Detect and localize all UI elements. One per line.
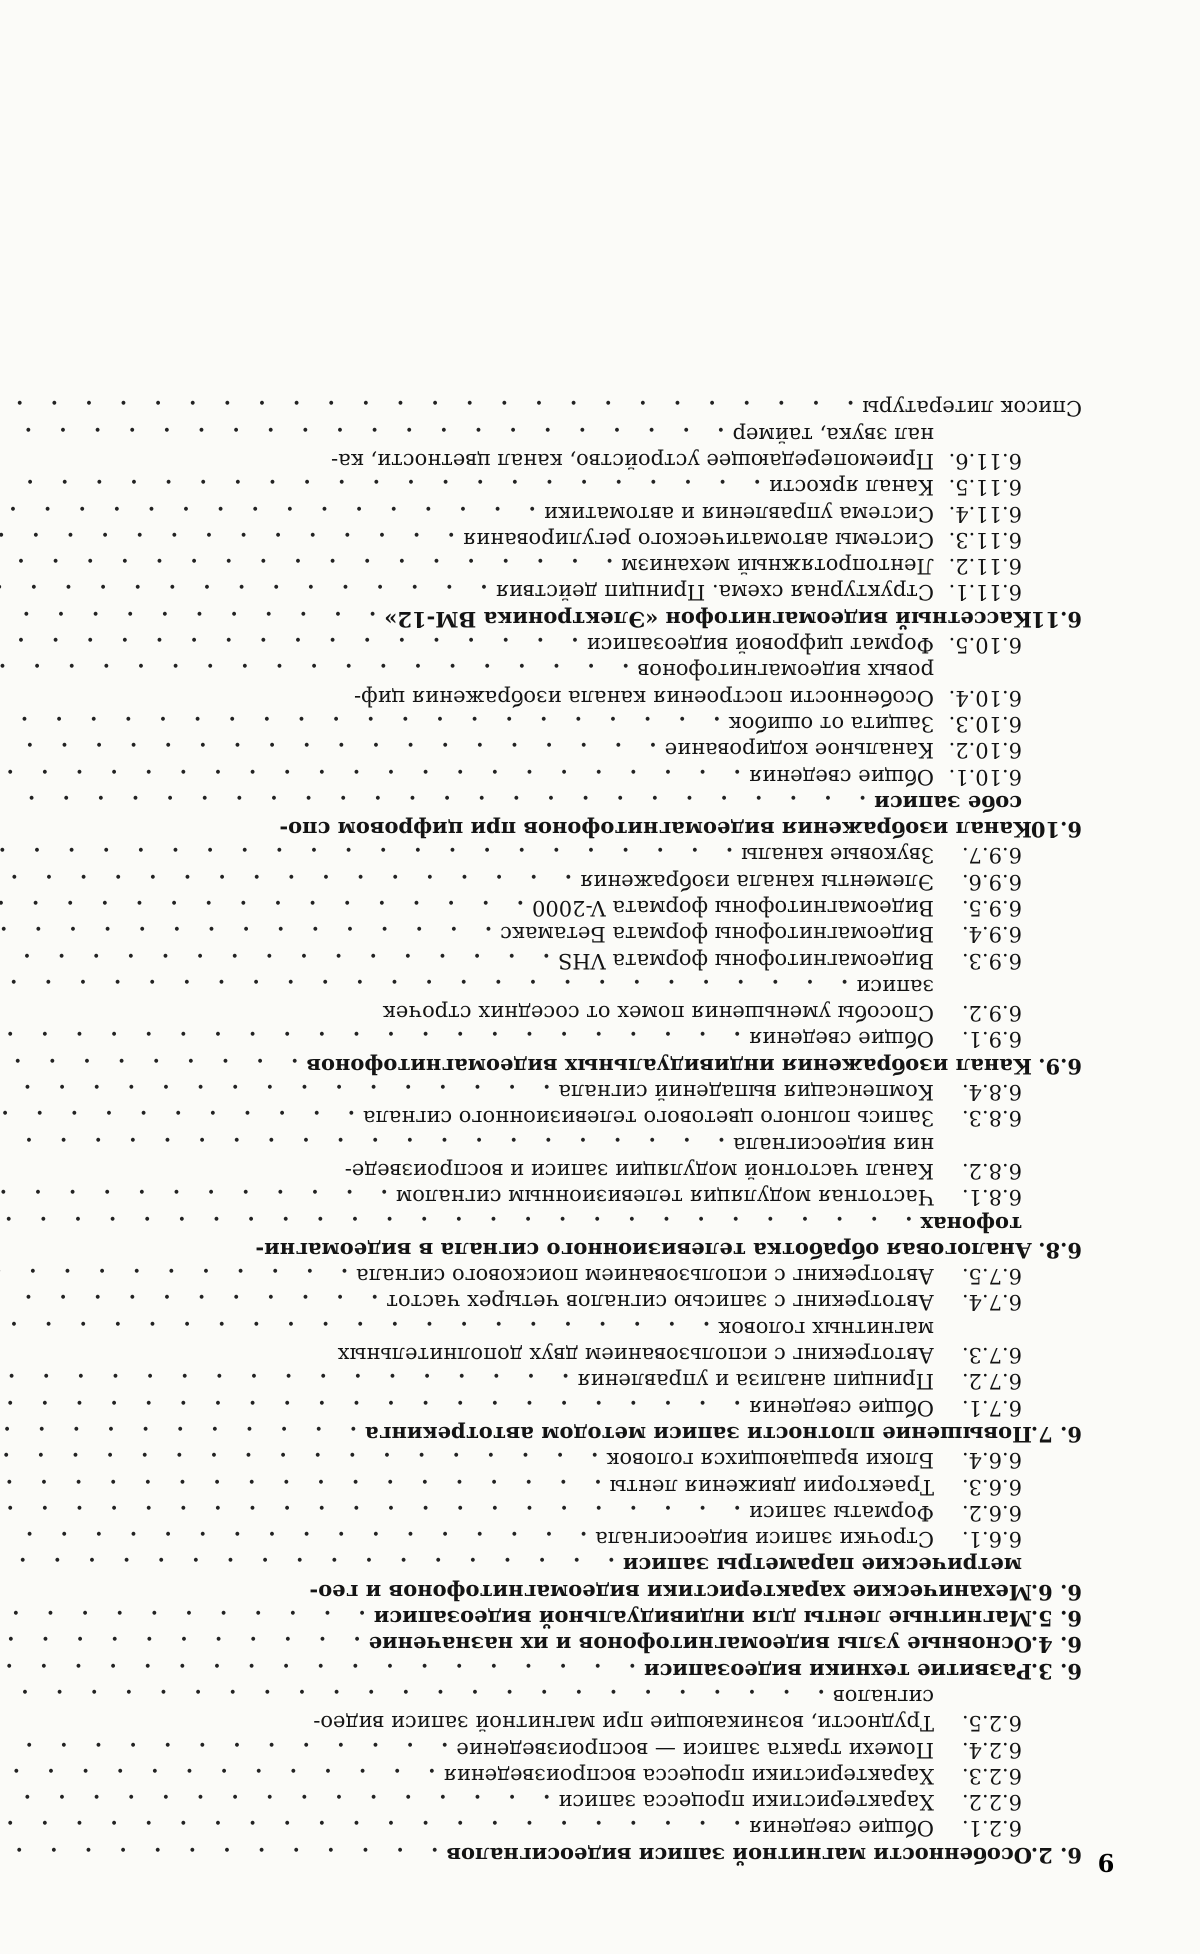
- dot-leader: . . . . . . . . . . . . . .: [0, 579, 488, 605]
- dot-leader: . . . . . . . . . . . . . . . . . . . . . . . . .: [0, 790, 866, 816]
- toc-entry-title: Характеристики процесса воспроизведения: [443, 1763, 934, 1789]
- dot-leader: . . . . . . . . . . . . . . . . .: [0, 1474, 602, 1500]
- toc-entry-number: 6.8.2.: [934, 1158, 1082, 1184]
- toc-entry: [82, 1526, 1082, 1552]
- toc-entry-title: метрические параметры записи: [623, 1552, 1082, 1578]
- toc-entry: [82, 1789, 1082, 1815]
- dot-leader: . . . . . . . . . . . . . . . .: [0, 948, 550, 974]
- toc-entry-title: Общие сведения: [749, 1815, 934, 1841]
- toc-entry: [82, 474, 1082, 500]
- dot-leader: . . . . . . . . . . .: [0, 1184, 388, 1210]
- toc-entry: [82, 1447, 1082, 1473]
- toc-entry: [82, 1263, 1082, 1289]
- dot-leader: . . . . . . . . . . . . . . . . . . . . .: [0, 711, 721, 737]
- toc-entry: [82, 1132, 1082, 1158]
- toc-entry-title: Список литературы: [862, 395, 1082, 421]
- dot-leader: . . . . . . . . . . . . . . . . . .: [0, 658, 629, 684]
- dot-leader: . . . . . . . . . . . . . . . . . . . . .: [0, 1500, 741, 1526]
- toc-entry-number: 6.6.1.: [934, 1526, 1082, 1552]
- toc-entry: [82, 974, 1082, 1000]
- page-number: 9: [1086, 1848, 1126, 1877]
- dot-leader: . . . . . . . . . . .: [0, 1289, 378, 1315]
- toc-entry: [82, 1158, 1082, 1184]
- toc-entry-number: 6.11.3.: [934, 527, 1082, 553]
- toc-entry: [82, 1316, 1082, 1342]
- toc-entry: [82, 1658, 1082, 1684]
- toc-entry-number: 6.9.5.: [934, 895, 1082, 921]
- dot-leader: . . . . . . . . . . . . . . . . .: [0, 1526, 587, 1552]
- dot-leader: . . . . . . . . . . . . . . . .: [0, 1789, 550, 1815]
- toc-entry-title: Частотная модуляция телевизионным сигналом: [396, 1184, 934, 1210]
- toc-entry-number: 6.9.1.: [934, 1027, 1082, 1053]
- dot-leader: . . . . . . . . . . .: [0, 1605, 366, 1631]
- toc-entry: [82, 790, 1082, 816]
- toc-entry-title: нал звука, таймер: [733, 422, 1083, 448]
- dot-leader: . . . . . . . . . . . . . . . . . . .: [0, 737, 657, 763]
- toc-entry-number: 6. 2.: [1032, 1842, 1082, 1868]
- toc-entry: [82, 1579, 1082, 1605]
- toc-entry: [82, 1000, 1082, 1026]
- toc-entry-title: Канал частотной модуляции записи и воспроизведе-: [345, 1158, 934, 1184]
- toc-entry-title: Автотрекинг с использованием поискового сигнала: [356, 1263, 934, 1289]
- toc-entry-title: Автотрекинг с записью сигналов четырех частот: [386, 1289, 934, 1315]
- toc-entry: [82, 1815, 1082, 1841]
- toc-entry-number: 6.10.5.: [934, 632, 1082, 658]
- toc-entry-number: 6.2.5.: [934, 1710, 1082, 1736]
- toc-entry: [82, 816, 1082, 842]
- toc-entry: [82, 1842, 1082, 1868]
- toc-entry: [82, 1105, 1082, 1131]
- toc-entry: [82, 921, 1082, 947]
- toc-entry-number: 6.9.4.: [934, 921, 1082, 947]
- toc-entry-title: Кассетный видеомагнитофон «Электроника ВМ-12»: [384, 606, 1032, 632]
- dot-leader: . . . . . . . . . . . . . . . . . . . . .: [0, 1316, 710, 1342]
- toc-entry-title: собе записи: [874, 790, 1082, 816]
- toc-entry-title: Защита от ошибок: [729, 711, 934, 737]
- toc-entry: [82, 1342, 1082, 1368]
- dot-leader: . . . . . . . . . .: [0, 1421, 357, 1447]
- toc-entry-title: магнитных головок: [718, 1316, 1082, 1342]
- toc-entry: [82, 685, 1082, 711]
- toc-entry-number: 6.8.1.: [934, 1184, 1082, 1210]
- toc-entry: [82, 1027, 1082, 1053]
- dot-leader: . . . . . . . . . . . . .: [0, 1737, 448, 1763]
- toc-entry-number: 6.11.1.: [934, 579, 1082, 605]
- toc-entry-number: 6.6.3.: [934, 1474, 1082, 1500]
- toc-entry-number: 6.9.: [1032, 1053, 1082, 1079]
- toc-entry: [82, 895, 1082, 921]
- toc-entry: [82, 579, 1082, 605]
- toc-entry: [82, 553, 1082, 579]
- toc-entry-title: Канал яркости: [769, 474, 934, 500]
- toc-entry: [82, 448, 1082, 474]
- toc-entry: [82, 1684, 1082, 1710]
- dot-leader: . . . . . . . . . .: [0, 1263, 348, 1289]
- toc-entry: [82, 842, 1082, 868]
- toc-entry-number: 6. 7.: [1032, 1421, 1082, 1447]
- toc-entry-number: 6.8.4.: [934, 1079, 1082, 1105]
- toc-entry: [82, 1079, 1082, 1105]
- toc-entry-title: Блоки вращающихся головок: [606, 1447, 934, 1473]
- toc-entry-title: Приемопередающее устройство, канал цветности, ка-: [331, 448, 934, 474]
- toc-entry-number: 6.8.: [1032, 1237, 1082, 1263]
- toc-entry-title: Видеомагнитофоны формата VHS: [558, 948, 934, 974]
- toc-entry-number: 6. 6.: [1032, 1579, 1082, 1605]
- dot-leader: . . . . . . . . . . . . . . . . . .: [0, 1658, 636, 1684]
- dot-leader: . . . . . . . . . . .: [0, 606, 376, 632]
- toc-entry-number: 6.9.6.: [934, 869, 1082, 895]
- toc-entry-number: 6.11.: [1032, 606, 1082, 632]
- toc-entry-title: ния видеосигнала: [733, 1132, 1082, 1158]
- toc-entry-title: Особенности построения канала изображения циф-: [354, 685, 934, 711]
- toc-entry-title: Повышение плотности записи методом автотрекинга: [365, 1421, 1032, 1447]
- toc-entry-title: тофонах: [921, 1211, 1082, 1237]
- toc-entry-number: 6.2.3.: [934, 1763, 1082, 1789]
- toc-entry: [82, 1474, 1082, 1500]
- toc-entry-number: 6. 5.: [1032, 1605, 1082, 1631]
- toc-entry: [82, 1184, 1082, 1210]
- toc-entry: [82, 632, 1082, 658]
- toc-entry: [82, 737, 1082, 763]
- toc-entry-number: 6. 3.: [1032, 1658, 1082, 1684]
- toc-entry: [82, 1053, 1082, 1079]
- dot-leader: . . . . . . . . . . . . . . . .: [0, 1079, 550, 1105]
- toc-entry-number: 6.7.1.: [934, 1395, 1082, 1421]
- toc-entry-title: записи: [856, 974, 1082, 1000]
- toc-entry-title: Помехи тракта записи — воспроизведение: [456, 1737, 934, 1763]
- toc-entry: [82, 1237, 1082, 1263]
- toc-entry-title: Видеомагнитофоны формата V-2000: [532, 895, 934, 921]
- toc-entry: [82, 711, 1082, 737]
- toc-entry-number: 6.11.2.: [934, 553, 1082, 579]
- toc-entry: [82, 1368, 1082, 1394]
- toc-entry-title: Аналоговая обработка телевизионного сигнала в видеомагни-: [255, 1237, 1032, 1263]
- toc-entry-number: 6.10.4.: [934, 685, 1082, 711]
- dot-leader: . . . . . . . . . . . . . . . . . . . . . . . . . .: [0, 1211, 913, 1237]
- dot-leader: . . . . . . . . . . . . . . . . . . . . . . . . .: [0, 974, 848, 1000]
- dot-leader: . . . . . . . . . .: [0, 1631, 361, 1657]
- toc-entry-number: 6.11.5.: [934, 474, 1082, 500]
- toc-entry-number: 6.11.6.: [934, 448, 1082, 474]
- dot-leader: . . . . . . . . . . . . . . . . . . . . . . . . .: [0, 395, 854, 421]
- toc-entry-title: Способы уменьшения помех от соседних строчек: [383, 1000, 934, 1026]
- dot-leader: . . . . . . . . . . . . . . . . . . . . .: [0, 1395, 741, 1421]
- toc-entry-title: Запись полного цветового телевизионного сигнала: [363, 1105, 934, 1131]
- toc-entry-title: Канальное кодирование: [665, 737, 934, 763]
- dot-leader: . . . . . . . . . . . . . . .: [0, 895, 524, 921]
- toc-entry-number: 6.9.7.: [934, 842, 1082, 868]
- toc-entry-title: Характеристики процесса записи: [558, 1789, 934, 1815]
- toc-entry-number: 6.7.4.: [934, 1289, 1082, 1315]
- toc-entry: [82, 869, 1082, 895]
- dot-leader: . . . . . . . . . . . . . . . . . . . . . . . .: [0, 1684, 825, 1710]
- scanned-page: [0, 0, 1200, 1954]
- toc-entry-title: Общие сведения: [749, 1027, 934, 1053]
- toc-entry-title: Принцип анализа и управления: [577, 1368, 934, 1394]
- toc-entry-title: Компенсация выпадений сигнала: [558, 1079, 934, 1105]
- dot-leader: . . . . . . . . . . . . .: [0, 527, 455, 553]
- toc-entry: [82, 422, 1082, 448]
- toc-entry: [82, 1737, 1082, 1763]
- toc-entry-number: 6.7.2.: [934, 1368, 1082, 1394]
- toc-entry-title: Системы автоматического регулирования: [463, 527, 934, 553]
- dot-leader: . . . . . . . . . . . . . . . . .: [0, 632, 579, 658]
- toc-entry-title: Развитие техники видеозаписи: [644, 1658, 1032, 1684]
- toc-entry-number: 6.10.3.: [934, 711, 1082, 737]
- toc-entry-title: Лентопротяжный механизм: [621, 553, 934, 579]
- toc-entry-title: Трудности, возникающие при магнитной записи видео-: [313, 1710, 934, 1736]
- toc-entry: [82, 1631, 1082, 1657]
- toc-entry-title: Видеомагнитофоны формата Бетамакс: [500, 921, 934, 947]
- dot-leader: . . . . . . . . . . . . .: [0, 1763, 435, 1789]
- rotated-sheet: [0, 0, 1200, 1954]
- toc-entry-number: 6.11.4.: [934, 501, 1082, 527]
- toc-entry-title: Автотрекинг с использованием двух дополнительных: [338, 1342, 934, 1368]
- toc-entry-number: 6.2.2.: [934, 1789, 1082, 1815]
- dot-leader: . . . . . . . . . . . . . . . . . . . . .: [0, 842, 733, 868]
- toc-entry: [82, 1605, 1082, 1631]
- toc-entry: [82, 395, 1082, 421]
- toc-entry-title: Форматы записи: [749, 1500, 934, 1526]
- toc-entry: [82, 1500, 1082, 1526]
- toc-entry-title: Элементы канала изображения: [580, 869, 934, 895]
- toc-entry-title: Общие сведения: [749, 1395, 934, 1421]
- toc-entry-number: 6.2.4.: [934, 1737, 1082, 1763]
- toc-entry-title: ровых видеомагнитофонов: [637, 658, 1082, 684]
- toc-entry: [82, 658, 1082, 684]
- toc-entry-number: 6.6.4.: [934, 1447, 1082, 1473]
- dot-leader: . . . . . . . . . . . . . . . . . . . . .: [0, 422, 725, 448]
- toc-entry: [82, 1395, 1082, 1421]
- dot-leader: . . . . . . . . . . . . . . . . . . . . .: [0, 1132, 725, 1158]
- dot-leader: . . . . . . . . . . . . . . . . .: [0, 1447, 598, 1473]
- toc-entry: [82, 1552, 1082, 1578]
- toc-entry-title: Система управления и автоматики: [544, 501, 934, 527]
- toc-entry: [82, 527, 1082, 553]
- toc-entry-number: 6.10.1.: [934, 764, 1082, 790]
- toc-entry-number: 6.10.2.: [934, 737, 1082, 763]
- toc-entry-number: 6.7.5.: [934, 1263, 1082, 1289]
- toc-entry: [82, 764, 1082, 790]
- table-of-contents: [82, 395, 1082, 1868]
- dot-leader: . . . . . . . . . . . . . . . . . .: [0, 1552, 615, 1578]
- dot-leader: . . . . . . . . . . . . . . . . . .: [0, 553, 613, 579]
- toc-entry-number: 6.7.3.: [934, 1342, 1082, 1368]
- toc-entry-title: Звуковые каналы: [741, 842, 934, 868]
- dot-leader: . . . . . . . . .: [0, 1053, 298, 1079]
- toc-entry: [82, 501, 1082, 527]
- toc-entry-number: 6.2.1.: [934, 1815, 1082, 1841]
- toc-entry-number: 6.9.2.: [934, 1000, 1082, 1026]
- toc-entry-number: 6.8.3.: [934, 1105, 1082, 1131]
- dot-leader: . . . . . . . . . . . . . . . .: [0, 501, 536, 527]
- toc-entry: [82, 1211, 1082, 1237]
- toc-entry-title: Структурная схема. Принцип действия: [496, 579, 934, 605]
- toc-entry-number: 6. 4.: [1032, 1631, 1082, 1657]
- toc-entry: [82, 948, 1082, 974]
- dot-leader: . . . . . . . . . . . . . . . . . . . . .: [0, 764, 741, 790]
- toc-entry-title: Канал изображения индивидуальных видеомагнитофонов: [306, 1053, 1032, 1079]
- dot-leader: . . . . . . . . . . . . . . . . . . . . .: [0, 1027, 741, 1053]
- dot-leader: . . . . . . . . . . . . . . . . .: [0, 869, 572, 895]
- dot-leader: . . . . . . . . . . . . . . . . . . . . .: [0, 1815, 741, 1841]
- toc-entry-number: 6.6.2.: [934, 1500, 1082, 1526]
- toc-entry-title: Траектории движения ленты: [610, 1474, 934, 1500]
- dot-leader: . . . . . . . . . .: [0, 1105, 355, 1131]
- dot-leader: . . . . . . . . . . . . . .: [0, 921, 492, 947]
- toc-entry: [82, 1710, 1082, 1736]
- toc-entry-title: Общие сведения: [749, 764, 934, 790]
- dot-leader: . . . . . . . . . . . . . . . .: [0, 1368, 569, 1394]
- dot-leader: . . . . . . . . . . . . .: [0, 1842, 438, 1868]
- toc-entry-title: Механические характеристики видеомагнитофонов и гео-: [309, 1579, 1032, 1605]
- toc-entry-title: сигналов: [833, 1684, 1082, 1710]
- toc-entry-title: Основные узлы видеомагнитофонов и их назначение: [369, 1631, 1032, 1657]
- toc-entry-title: Формат цифровой видеозаписи: [587, 632, 934, 658]
- toc-entry: [82, 1763, 1082, 1789]
- toc-entry: [82, 1421, 1082, 1447]
- toc-entry-number: 6.9.3.: [934, 948, 1082, 974]
- toc-entry: [82, 1289, 1082, 1315]
- toc-entry-title: Строчки записи видеосигнала: [595, 1526, 934, 1552]
- toc-entry-number: 6.10.: [1032, 816, 1082, 842]
- toc-entry-title: Канал изображения видеомагнитофонов при цифровом спо-: [279, 816, 1032, 842]
- toc-entry: [82, 606, 1082, 632]
- dot-leader: . . . . . . . . . . . . . . . . . . . . . .: [0, 474, 761, 500]
- toc-entry-title: Особенности магнитной записи видеосигналов: [446, 1842, 1032, 1868]
- toc-entry-title: Магнитные ленты для индивидуальной видеозаписи: [374, 1605, 1032, 1631]
